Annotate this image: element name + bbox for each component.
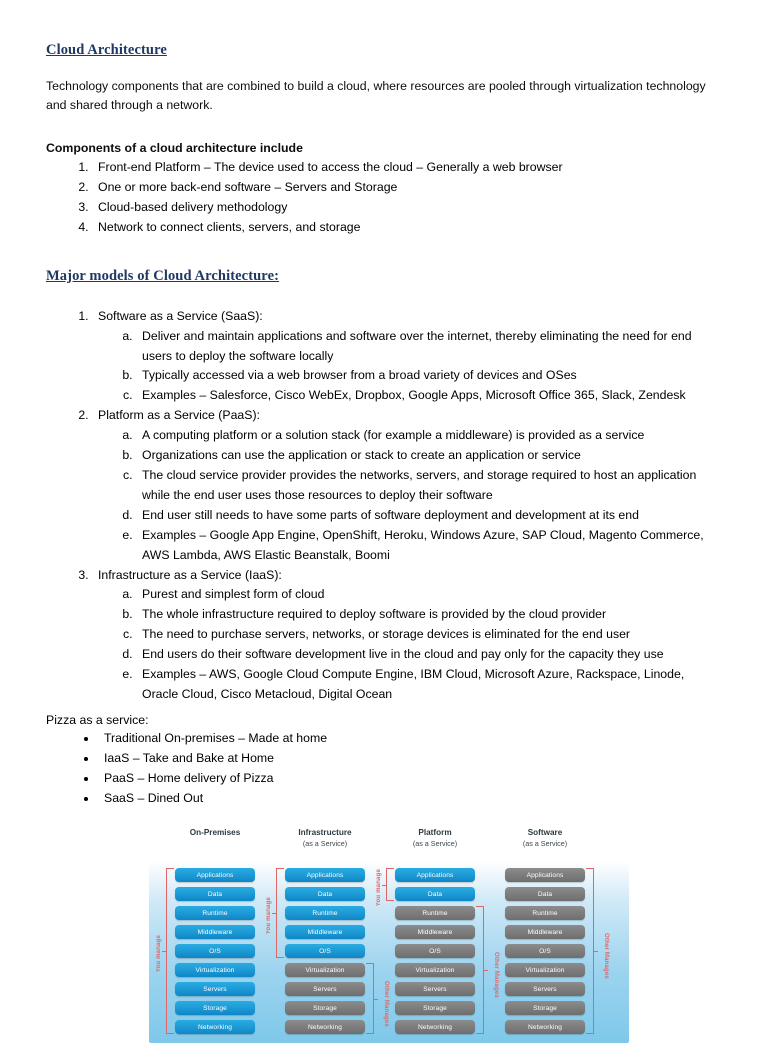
bracket-nub <box>373 999 378 1000</box>
column-title: Infrastructure (as a Service) <box>273 828 377 858</box>
layer-virtualization: Virtualization <box>285 963 365 977</box>
bracket-other-manage <box>366 963 374 1033</box>
list-item: 4. Network to connect clients, servers, and storage <box>92 218 722 238</box>
layer-servers: Servers <box>175 982 255 996</box>
bracket-other-manage <box>476 906 484 1033</box>
layer-runtime: Runtime <box>505 906 585 920</box>
layer-data: Data <box>285 887 365 901</box>
layer-middleware: Middleware <box>285 925 365 939</box>
layer-applications: Applications <box>285 868 365 882</box>
layer-networking: Networking <box>505 1020 585 1034</box>
diagram-column-platform <box>376 828 499 1031</box>
layer-virtualization: Virtualization <box>505 963 585 977</box>
list-item: • SaaS – Dined Out <box>98 789 722 809</box>
label-other-manage: Other Manages <box>383 980 389 1027</box>
column-title: On-Premises <box>189 828 241 838</box>
label-other-manage: Other Manages <box>493 952 499 999</box>
layer-networking: Networking <box>285 1020 365 1034</box>
layer-data: Data <box>505 887 585 901</box>
cloud-service-models-diagram <box>149 828 629 1043</box>
page-title: Cloud Architecture <box>46 42 167 58</box>
layer-o-s: O/S <box>285 944 365 958</box>
list-item: • Traditional On-premises – Made at home <box>98 729 722 749</box>
bracket-you-manage <box>166 868 174 1033</box>
section-spacer <box>46 705 722 713</box>
bracket-other-manage <box>586 868 594 1033</box>
layer-virtualization: Virtualization <box>395 963 475 977</box>
list-item: 3. Cloud-based delivery methodology <box>92 198 722 218</box>
list-item: d. End users do their software development live in the cloud and pay only for the capacity they use <box>136 645 722 665</box>
components-list <box>46 158 722 238</box>
diagram-canvas <box>149 828 629 1043</box>
column-title: Software (as a Service) <box>493 828 597 858</box>
pizza-heading: Pizza as a service: <box>46 712 149 727</box>
section-spacer <box>46 238 722 268</box>
layer-stack <box>395 868 475 1039</box>
diagram-column-infrastructure <box>266 828 389 1031</box>
label-you-manage: You manage <box>266 897 272 935</box>
layer-storage: Storage <box>175 1001 255 1015</box>
list-item: a. A computing platform or a solution stack (for example a middleware) is provided as a service <box>136 426 722 446</box>
layer-runtime: Runtime <box>175 906 255 920</box>
layer-middleware: Middleware <box>175 925 255 939</box>
layer-servers: Servers <box>285 982 365 996</box>
list-item: e. Examples – AWS, Google Cloud Compute Engine, IBM Cloud, Microsoft Azure, Rackspace, Linode, Oracle Cloud, Cisco Metacloud, Digital Ocean <box>136 665 722 705</box>
model-title: Platform as a Service (PaaS): <box>98 408 260 423</box>
list-item: d. End user still needs to have some parts of software deployment and development at its end <box>136 506 722 526</box>
layer-applications: Applications <box>505 868 585 882</box>
column-subtitle: (as a Service) <box>522 838 568 848</box>
bracket-nub <box>272 913 277 914</box>
layer-middleware: Middleware <box>395 925 475 939</box>
layer-stack <box>505 868 585 1039</box>
bracket-nub <box>593 951 598 952</box>
layer-runtime: Runtime <box>395 906 475 920</box>
layer-storage: Storage <box>505 1001 585 1015</box>
column-title: Platform (as a Service) <box>383 828 487 858</box>
components-heading: Components of a cloud architecture include <box>46 141 303 156</box>
list-item: b. The whole infrastructure required to deploy software is provided by the cloud provider <box>136 605 722 625</box>
layer-applications: Applications <box>395 868 475 882</box>
diagram-column-on-premises <box>156 828 267 1031</box>
layer-o-s: O/S <box>395 944 475 958</box>
label-you-manage: You manage <box>156 935 162 973</box>
layer-data: Data <box>175 887 255 901</box>
diagram-column-software <box>493 828 609 1031</box>
pizza-list <box>46 729 722 809</box>
model-title: Software as a Service (SaaS): <box>98 308 263 323</box>
layer-o-s: O/S <box>175 944 255 958</box>
label-other-manage: Other Manages <box>603 933 609 980</box>
model-item-iaas <box>92 566 722 705</box>
model-title: Infrastructure as a Service (IaaS): <box>98 567 282 582</box>
models-list <box>46 307 722 705</box>
layer-networking: Networking <box>395 1020 475 1034</box>
bracket-nub <box>162 951 167 952</box>
layer-middleware: Middleware <box>505 925 585 939</box>
list-item: c. The cloud service provider provides the networks, servers, and storage required to host an application while the end user uses those resources to deploy their software <box>136 466 722 506</box>
list-item: a. Deliver and maintain applications and software over the internet, thereby eliminating the need for end users to deploy the software locally <box>136 327 722 367</box>
list-item: e. Examples – Google App Engine, OpenShift, Heroku, Windows Azure, SAP Cloud, Magento Commerce, AWS Lambda, AWS Elastic Beanstalk, Boomi <box>136 526 722 566</box>
intro-paragraph: Technology components that are combined to build a cloud, where resources are pooled through virtualization technology and shared through a network. <box>46 79 706 113</box>
label-you-manage: You manage <box>376 868 382 907</box>
section-title-models: Major models of Cloud Architecture: <box>46 267 280 284</box>
layer-stack <box>175 868 255 1039</box>
bracket-nub <box>483 970 488 971</box>
layer-stack <box>285 868 365 1039</box>
list-item: 2. One or more back-end software – Servers and Storage <box>92 178 722 198</box>
column-subtitle: (as a Service) <box>412 838 458 848</box>
bracket-you-manage <box>276 868 284 957</box>
list-item: • IaaS – Take and Bake at Home <box>98 749 722 769</box>
bracket-you-manage <box>386 868 394 900</box>
layer-servers: Servers <box>395 982 475 996</box>
column-subtitle: (as a Service) <box>302 838 348 848</box>
layer-applications: Applications <box>175 868 255 882</box>
layer-storage: Storage <box>285 1001 365 1015</box>
list-item: c. The need to purchase servers, networks, or storage devices is eliminated for the end user <box>136 625 722 645</box>
layer-o-s: O/S <box>505 944 585 958</box>
model-points <box>98 426 722 565</box>
bracket-nub <box>382 885 387 886</box>
layer-runtime: Runtime <box>285 906 365 920</box>
layer-virtualization: Virtualization <box>175 963 255 977</box>
model-item-saas <box>92 307 722 407</box>
list-item: • PaaS – Home delivery of Pizza <box>98 769 722 789</box>
layer-servers: Servers <box>505 982 585 996</box>
model-points <box>98 327 722 407</box>
model-item-paas <box>92 406 722 565</box>
layer-data: Data <box>395 887 475 901</box>
list-item: b. Typically accessed via a web browser from a broad variety of devices and OSes <box>136 366 722 386</box>
list-item: b. Organizations can use the application or stack to create an application or service <box>136 446 722 466</box>
list-item: c. Examples – Salesforce, Cisco WebEx, Dropbox, Google Apps, Microsoft Office 365, Slack, Zendesk <box>136 386 722 406</box>
list-item: a. Purest and simplest form of cloud <box>136 585 722 605</box>
layer-networking: Networking <box>175 1020 255 1034</box>
layer-storage: Storage <box>395 1001 475 1015</box>
model-points <box>98 585 722 704</box>
list-item: 1. Front-end Platform – The device used to access the cloud – Generally a web browser <box>92 158 722 178</box>
